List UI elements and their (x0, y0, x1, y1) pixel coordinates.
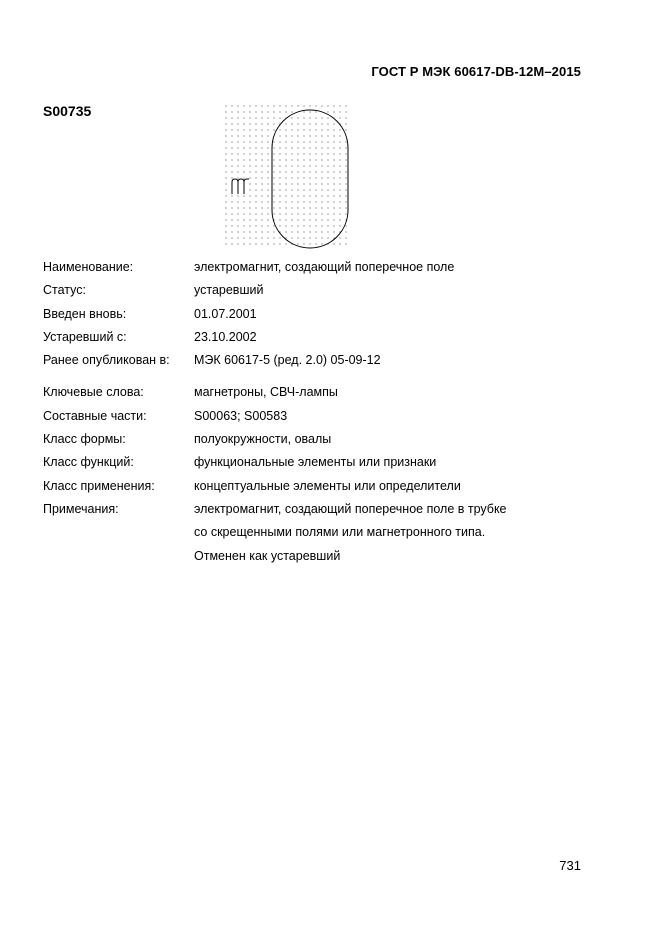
notes-line: Отменен как устаревший (194, 548, 341, 563)
property-value: 23.10.2002 (194, 329, 257, 344)
electromagnet-coil (232, 179, 249, 194)
magnet-oval (272, 110, 348, 248)
property-value: S00063; S00583 (194, 408, 288, 423)
property-label: Класс функций: (43, 455, 134, 470)
property-label: Ключевые слова: (43, 385, 144, 400)
property-label: Устаревший с: (43, 329, 127, 344)
property-label: Примечания: (43, 501, 119, 516)
property-value: устаревший (194, 283, 264, 298)
property-value: МЭК 60617-5 (ред. 2.0) 05-09-12 (194, 353, 381, 368)
property-label: Наименование: (43, 260, 134, 274)
property-label: Составные части: (43, 408, 147, 423)
symbol-id: S00735 (43, 103, 92, 119)
property-value: полуокружности, овалы (194, 432, 332, 447)
property-value: функциональные элементы или признаки (194, 455, 437, 470)
property-value: электромагнит, создающий поперечное поле (194, 260, 455, 274)
page-number: 731 (559, 858, 581, 873)
property-label: Ранее опубликован в: (43, 353, 170, 368)
property-value: 01.07.2001 (194, 306, 257, 321)
property-label: Класс формы: (43, 432, 126, 447)
property-value: концептуальные элементы или определители (194, 478, 461, 493)
property-label: Статус: (43, 283, 86, 298)
document-standard-title: ГОСТ Р МЭК 60617-DB-12M–2015 (371, 64, 581, 79)
property-value: электромагнит, создающий поперечное поле в трубке (194, 501, 507, 516)
grid-dots (225, 105, 346, 244)
property-label: Класс применения: (43, 478, 155, 493)
property-value: магнетроны, СВЧ-лампы (194, 385, 338, 400)
property-label: Введен вновь: (43, 306, 127, 321)
symbol-drawing (222, 102, 354, 252)
notes-line: со скрещенными полями или магнетронного типа. (194, 525, 486, 540)
